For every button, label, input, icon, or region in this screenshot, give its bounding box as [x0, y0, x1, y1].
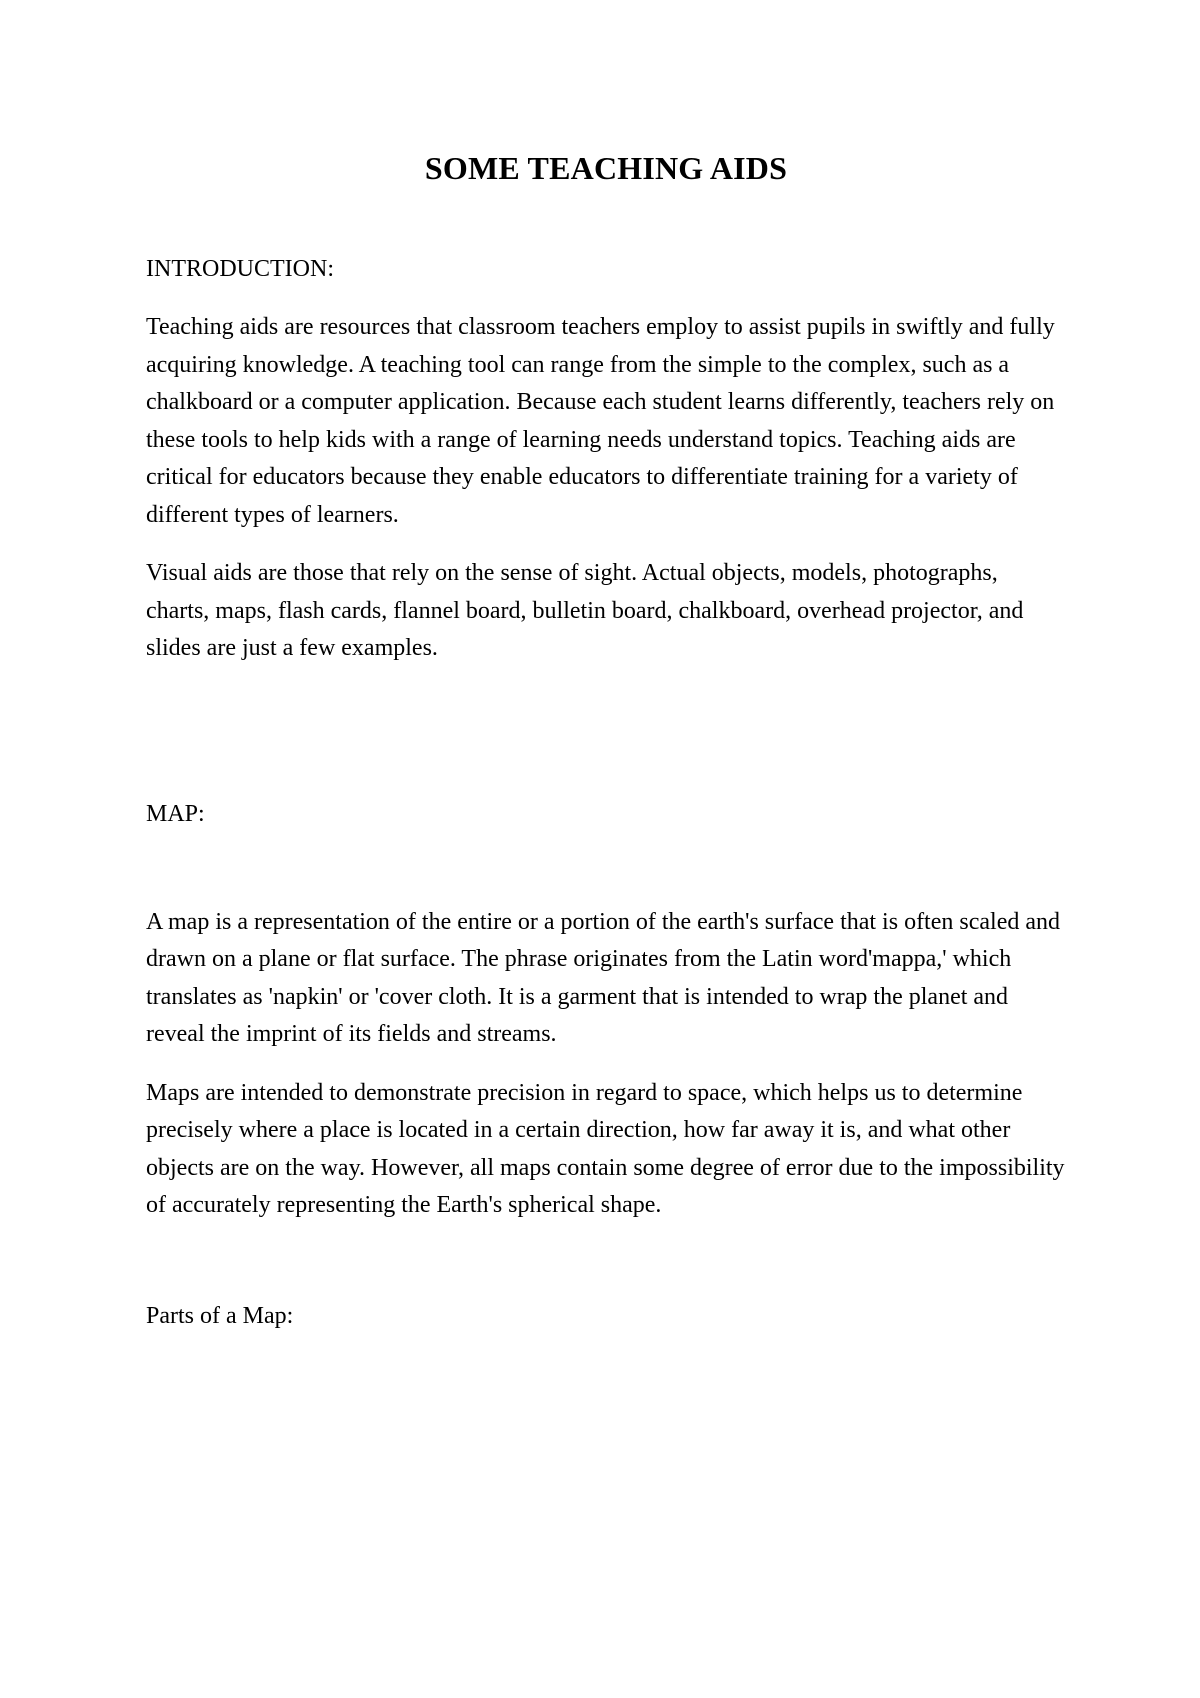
introduction-paragraph-2: Visual aids are those that rely on the sense of sight. Actual objects, models, photographs, charts, maps, flash cards, flannel board, bulletin board, chalkboard, overhead projector, and slides are just a few examples.: [146, 560, 1024, 661]
parts-of-map-heading: Parts of a Map:: [146, 1302, 294, 1329]
page-title: SOME TEACHING AIDS: [424, 150, 788, 186]
introduction-heading: INTRODUCTION:: [146, 256, 334, 282]
introduction-paragraph-1: Teaching aids are resources that classroom teachers employ to assist pupils in swiftly and fully acquiring knowledge. A teaching tool can range from the simple to the complex, such as a chalkboard or a computer application. Because each student learns differently, teachers rely on these tools to help kids with a range of learning needs understand topics. Teaching aids are critical for educators because they enable educators to differentiate training for a variety of different types of learners.: [146, 314, 1055, 528]
map-paragraph-2: Maps are intended to demonstrate precision in regard to space, which helps us to determine precisely where a place is located in a certain direction, how far away it is, and what other objects are on the way. However, all maps contain some degree of error due to the impossibility of accurately representing the Earth's spherical shape.: [146, 1079, 1065, 1218]
map-heading: MAP:: [146, 800, 205, 827]
document-body: [146, 146, 1066, 1335]
map-paragraph-1: A map is a representation of the entire or a portion of the earth's surface that is often scaled and drawn on a plane or flat surface. The phrase originates from the Latin word'mappa,' which translates as 'napkin' or 'cover cloth. It is a garment that is intended to wrap the planet and reveal the imprint of its fields and streams.: [146, 908, 1060, 1047]
